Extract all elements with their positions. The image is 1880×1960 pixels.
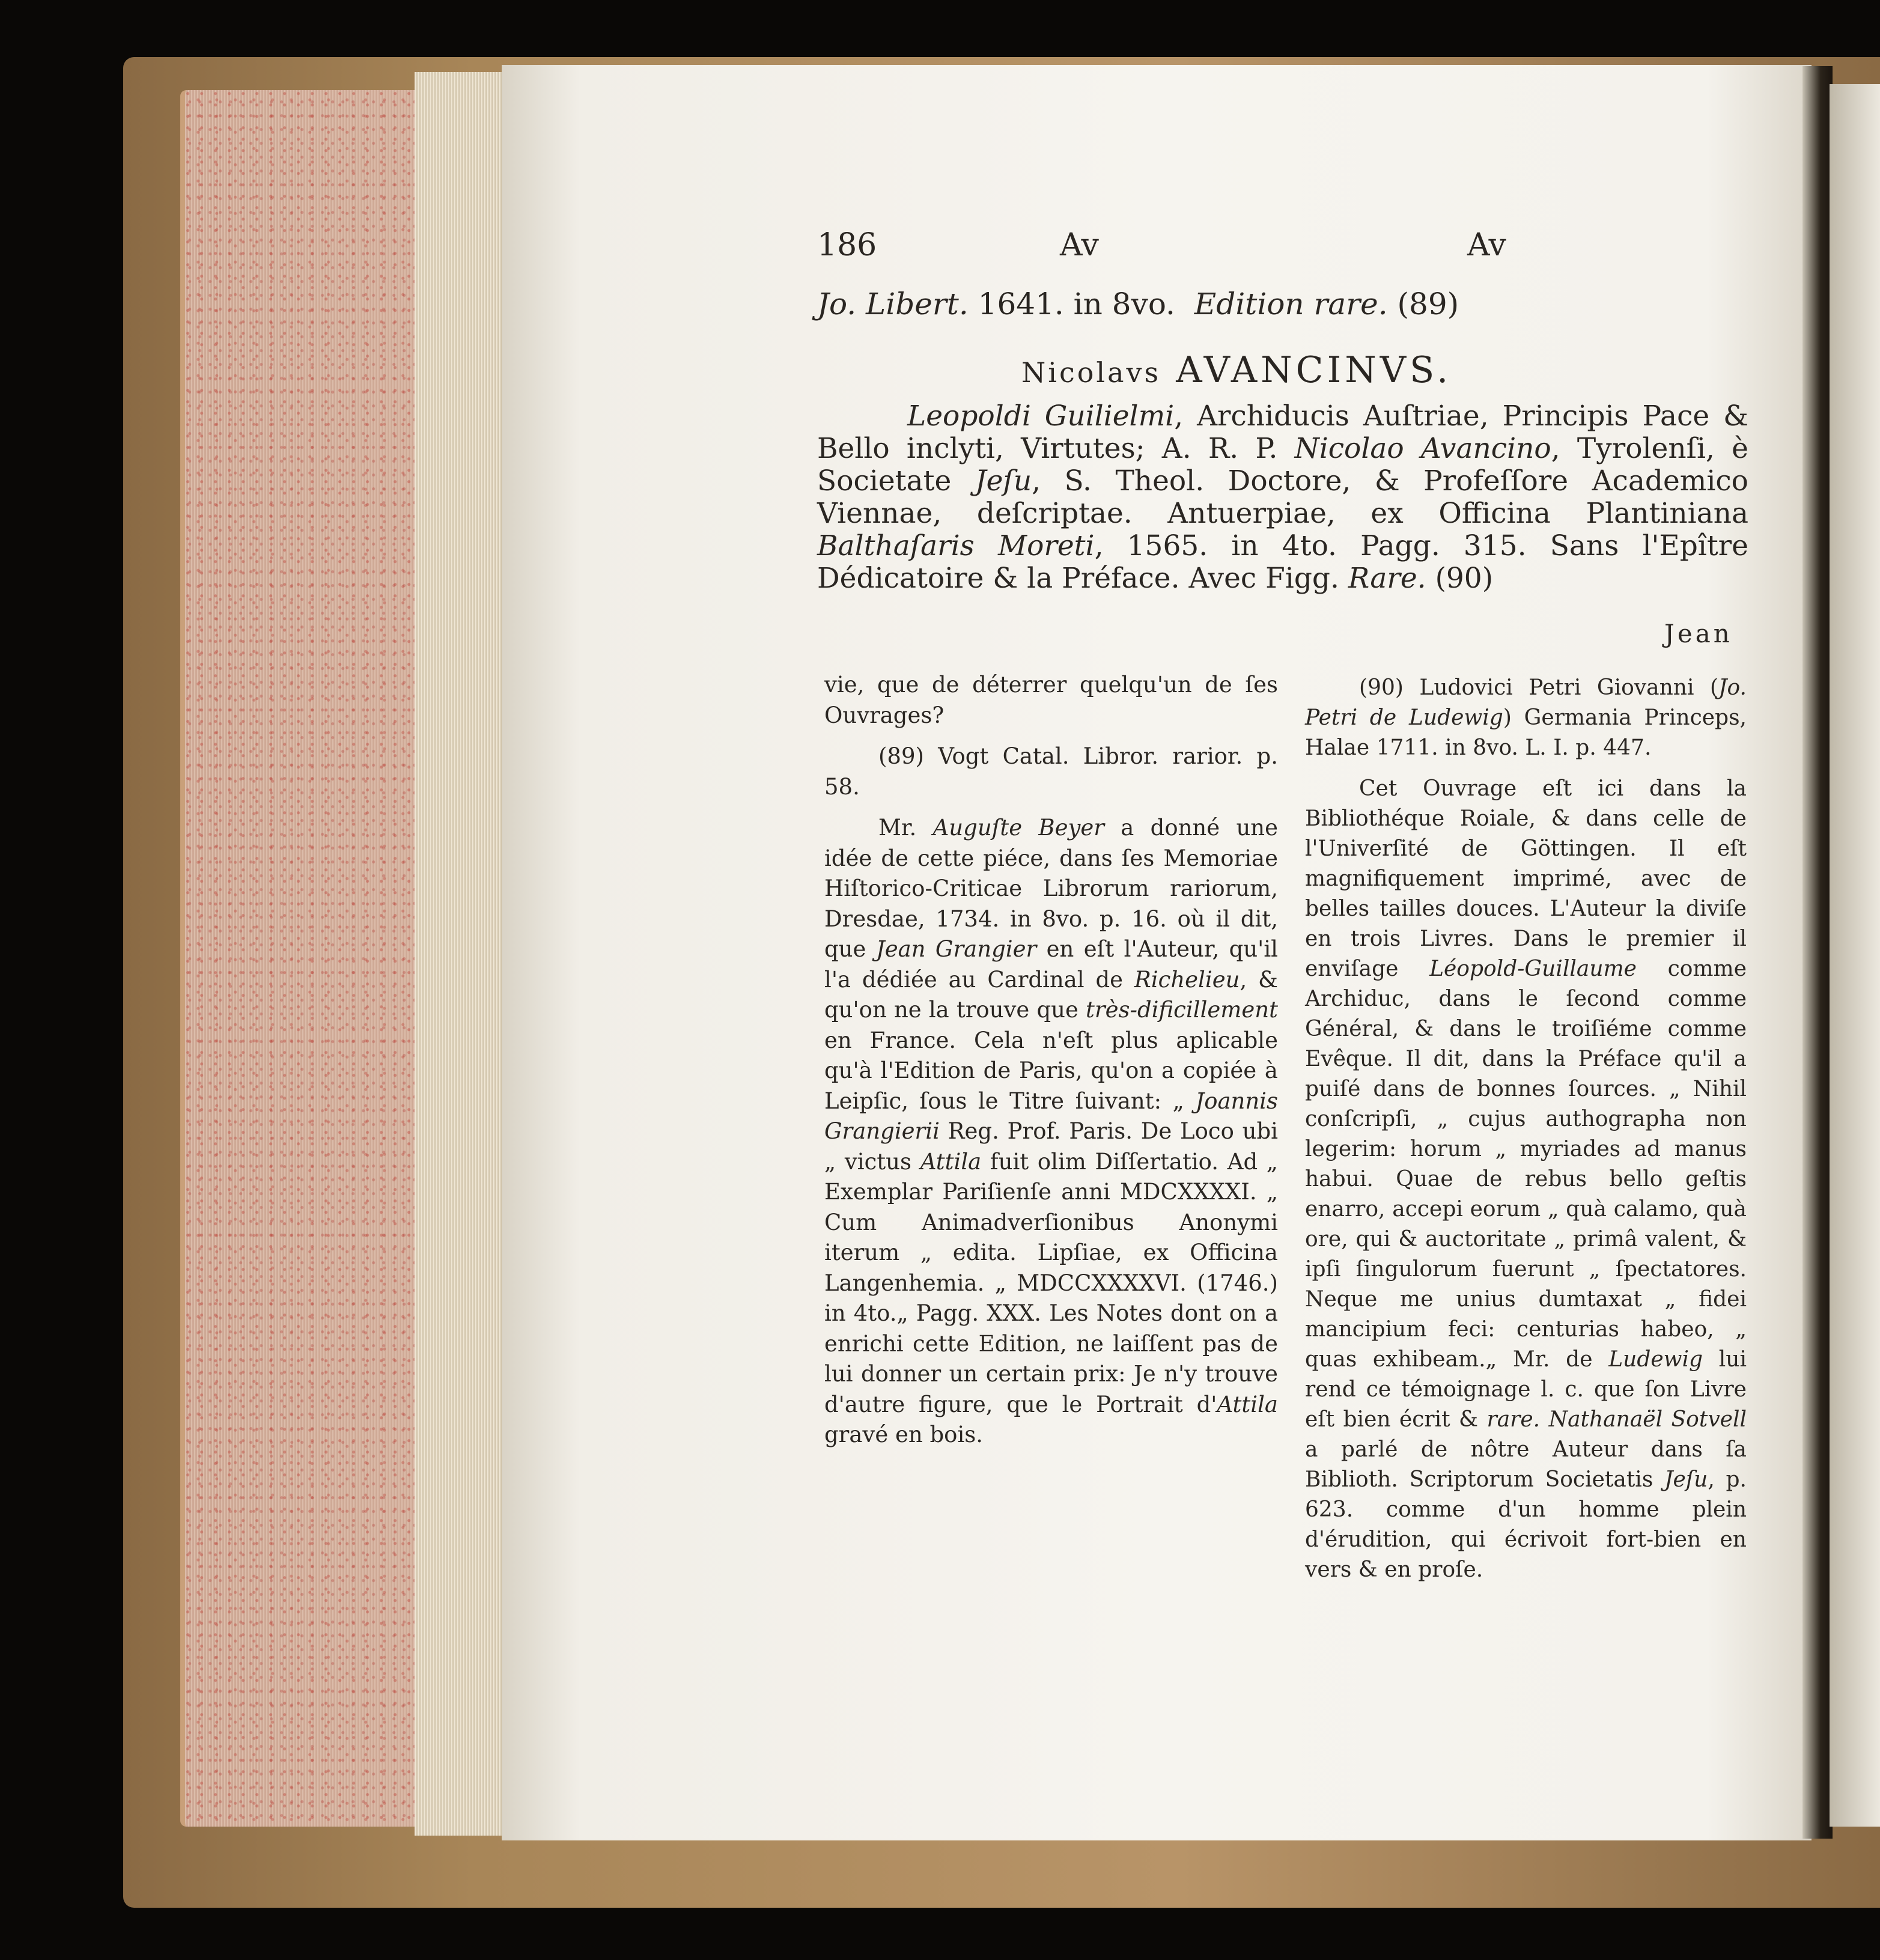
page-number: 186 [817, 227, 877, 263]
footnote-90: (90) Ludovici Petri Giovanni (Jo. Petri de Ludewig) Germania Princeps, Halae 1711. in 8vo. L. I. p. 447. [1305, 675, 1747, 760]
entry-text: , Tyrolenſi, è Societate [817, 432, 1748, 498]
footnote-continuation: vie, que de déterrer quelqu'un de ſes Ouvrages? [824, 672, 1278, 728]
footnote-89-commentary: Mr. Auguſte Beyer a donné une idée de cette piéce, dans ſes Memoriae Hiſtorico-Criticae Librorum rariorum, Dresdae, 1734. in 8vo. p. 16. où il dit, que Jean Grangier en eſt l'Auteur, qu'il l'a dédiée au Cardinal de Richelieu, & qu'on ne la trouve que très-dificillement en France. Cela n'eſt plus aplicable qu'à l'Edition de Paris, qu'on a copiée à Leipſic, ſous le Titre ſuivant: „ Joannis Grangierii Reg. Prof. Paris. De Loco ubi „ victus Attila fuit olim Diſſertatio. Ad „ Exemplar Pariſienſe anni MDCXXXXI. „ Cum Animadverſionibus Anonymi iterum „ edita. Lipſiae, ex Officina Langenhemia. „ MDCCXXXXVI. (1746.) in 4to.„ Pagg. XXX. Les Notes dont on a enrichi cette Edition, ne laiſſent pas de lui donner un certain prix: Je n'y trouve d'autre figure, que le Portrait d'Attila gravé en bois. [824, 815, 1279, 1447]
footnote-ref-90: (90) [1435, 562, 1494, 595]
entry-text: , 1565. in 4to. Pagg. 315. Sans l'Epître Dédicatoire & la Préface. Avec Figg. [817, 529, 1748, 595]
page-edges [415, 72, 505, 1836]
footnote-column-right [1305, 673, 1747, 1596]
headword-right: Av [1467, 227, 1506, 263]
year-format: 1641. in 8vo. [978, 287, 1175, 321]
entry-text: , S. Theol. Doctore, & Profeſſore Academico Viennae, deſcriptae. Antuerpiae, ex Officina Plantiniana [817, 464, 1748, 530]
author-surname: AVANCINVS. [1176, 349, 1452, 391]
entry-printer: Balthaſaris Moreti [817, 529, 1095, 562]
edition-note: Edition rare. [1194, 287, 1388, 321]
entry-text: , Archiducis Auſtriae, Principis Pace & Bello inclyti, Virtutes; A. R. P. [817, 400, 1749, 465]
continuation-line [817, 286, 1748, 322]
entry-author-name: Nicolao Avancino [1294, 432, 1551, 465]
footnote-ref-89: (89) [1397, 287, 1459, 321]
footnote-90-commentary: Cet Ouvrage eſt ici dans la Bibliothéque Roiale, & dans celle de l'Univerſité de Göttingen. Il eſt magnifiquement imprimé, avec de belles tailles douces. L'Auteur la diviſe en trois Livres. Dans le premier il enviſage Léopold-Guillaume comme Archiduc, dans le ſecond comme Général, & dans le troiſiéme comme Evêque. Il dit, dans la Préface qu'il a puiſé dans de bonnes ſources. „ Nihil conſcripſi, „ cujus authographa non legerim: horum „ myriades ad manus habui. Quae de rebus bello geſtis enarro, accepi eorum „ quà calamo, quà ore, qui & auctoritate „ primâ valent, & ipſi ſingulorum fuerunt „ ſpectatores. Neque me unius dumtaxat „ fidei mancipium feci: centurias habeo, „ quas exhibeam.„ Mr. de Ludewig lui rend ce témoignage l. c. que ſon Livre eſt bien écrit & rare. Nathanaël Sotvell a parlé de nôtre Auteur dans ſa Biblioth. Scriptorum Societatis Jeſu, p. 623. comme d'un homme plein d'érudition, qui écrivoit fort-bien en vers & en proſe. [1305, 776, 1747, 1582]
bibliographic-entry [817, 400, 1748, 595]
entry-jesu: Jeſu [975, 464, 1032, 498]
running-head [817, 227, 1520, 269]
footnote-89: (89) Vogt Catal. Libror. rarior. p. 58. [824, 743, 1278, 800]
gutter-shadow [1802, 66, 1833, 1839]
entry-title: Leopoldi Guilielmi [907, 400, 1175, 433]
right-page-edge [1830, 84, 1880, 1827]
author-first-name: Nicolavs [1021, 356, 1161, 389]
imprint: Jo. Libert. [817, 287, 969, 321]
headword-left: Av [1060, 227, 1099, 263]
author-heading [1021, 350, 1742, 393]
entry-rare: Rare. [1348, 562, 1426, 595]
catchword: Jean [1664, 619, 1733, 648]
footnote-column-left [824, 670, 1278, 1461]
